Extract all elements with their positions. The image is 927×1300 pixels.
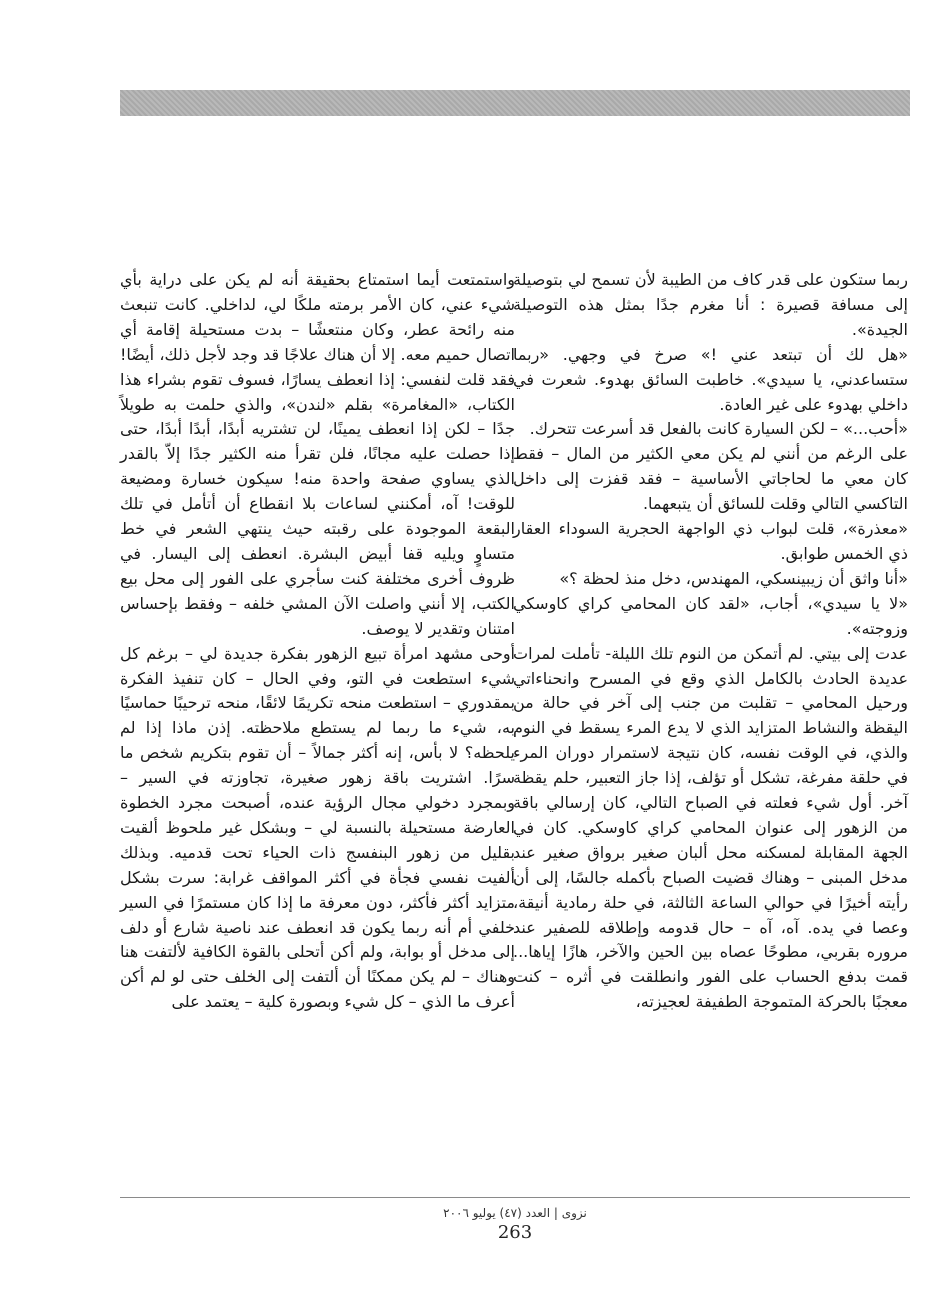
paragraph: أوحى مشهد امرأة تبيع الزهور بفكرة جديدة لي – برغم كل شيء استطعت في التو، وفي الحال – كان تنفيذ الفكرة بمقدوري – استطعت منحه تكريمًا لائقًا، منحه ترحيبًا حماسيًا به، شيء ما ربما لم يستطع ملاحظته. إذن ماذا إذا لم يلحظه؟ لا بأس، إنه أكثر جمالاً – أن تقوم بتكريم شخص ما سرًا. اشتريت باقة زهور صغيرة، تجاوزته في السير – وبمجرد دخولي مجال الرؤية عنده، أصبحت مجرد الخطوة العارضة مستحيلة بالنسبة لي – وبشكل غير ملحوظ ألقيت بقليل من زهور البنفسج ذات الحياء تحت قدميه. وبذلك ألفيت نفسي فجأة في أكثر المواقف غرابة: سرت بشكل متزايد أكثر فأكثر، دون معرفة ما إذا كان مستمرًا في السير خلفي أم أنه ربما يكون قد انعطف عند ناصية شارع أو دلف إلى مدخل أو بوابة، ولم أكن أتحلى بالقوة الكافية لألتفت هنا وهناك – لم يكن ممكنًا أن ألتفت إلى الخلف حتى لو لم أكن أعرف ما الذي – كل شيء وبصورة كلية – يعتمد على <box>120 643 515 1012</box>
paragraph: «معذرة»، قلت لبواب ذي الواجهة الحجرية السوداء العقار ذي الخمس طوابق. <box>513 519 908 563</box>
page-number: 263 <box>497 1222 533 1243</box>
paragraph: واستمتعت أيما استمتاع بحقيقة أنه لم يكن على دراية بأي شيء عني، كان الأمر برمته ملكًا لي، لداخلي. كانت تنبعث منه رائحة عطر، وكان منتعشًا – بدت مستحيلة إقامة أي اتصال حميم معه. إلا أن هناك علاجًا قد وجد لأجل ذلك، أيضًا! فقد قلت لنفسي: إذا انعطف يسارًا، فسوف تقوم بشراء هذا الكتاب، «المغامرة» بقلم «لندن»، والذي حلمت به طويلاً جدًا – لكن إذا انعطف يمينًا، لن تشتريه أبدًا، أبدًا أبدًا، حتى إذا حصلت عليه مجانًا، فلن تقرأ منه الكثير جدًا إلاّ بالقدر الذي يساوي صفحة واحدة منه! سيكون خسارة ومضيعة للوقت! آه، أمكنني لساعات بلا انقطاع أن أتأمل في تلك البقعة الموجودة على رقبته حيث ينتهي الشعر في خط متساوٍ ويليه قفا أبيض البشرة. انعطف إلى اليسار. في ظروف أخرى مختلفة كنت سأجري على الفور إلى محل بيع الكتب، إلا أنني واصلت الآن المشي خلفه – وفقط بإحساس امتنان وتقدير لا يوصف. <box>120 270 515 638</box>
paragraph: «أنا واثق أن زيبينسكي، المهندس، دخل منذ لحظة ؟» <box>559 568 908 588</box>
footer-rule <box>120 1197 910 1198</box>
paragraph: «هل لك أن تبتعد عني !» صرخ في وجهي. «ربما ستساعدني، يا سيدي». خاطبت السائق بهدوء. شعرت في داخلي بهدوء على غير العادة. <box>513 344 908 414</box>
paragraph: ربما ستكون على قدر كاف من الطيبة لأن تسمح لي بتوصيلة إلى مسافة قصيرة : أنا مغرم جدًا بمثل هذه التوصيلة الجيدة». <box>513 270 908 339</box>
text-column-right <box>513 268 908 1015</box>
text-column-left <box>120 268 515 1015</box>
header-band <box>120 90 910 116</box>
paragraph: عدت إلى بيتي. لم أتمكن من النوم تلك الليلة- تأملت لمرات عديدة الحادث بالكامل الذي وقع في المسرح وانحناءاتي ورحيل المحامي – تقلبت من جنب إلى آخر في حالة من اليقظة والنشاط المتزايد الذي لا يدع المرء يسقط في النوم والذي، في الوقت نفسه، كان نتيجة لاستمرار دوران المرء في حلقة مفرغة، تشكل أو تؤلف، إذا جاز التعبير، حلم يقظة آخر. أول شيء فعلته في الصباح التالي، كان إرسالي باقة من الزهور إلى عنوان المحامي كراي كاوسكي. كان في الجهة المقابلة لمسكنه محل ألبان صغير برواق صغير عند مدخل المبنى – وهناك قضيت الصباح بأكمله جالسًا، إلى أن رأيته أخيرًا في حوالي الساعة الثالثة، في حلة رمادية أنيقة، وعصا في يده. آه، آه – حال قدومه وإطلاقه للصفير عند مروره بقربي، مطوحًا عصاه بين الحين والآخر، هازًا إياها... قمت بدفع الحساب على الفور وانطلقت في أثره – كنت معجبًا بالحركة المتموجة الطفيفة لعجيزته، <box>513 643 908 1012</box>
paragraph: «أحب...» – لكن السيارة كانت بالفعل قد أسرعت تتحرك. <box>529 419 908 439</box>
paragraph: «لا يا سيدي»، أجاب، «لقد كان المحامي كراي كاوسكي وزوجته». <box>513 593 908 638</box>
footer-issue-line: نزوى | العدد (٤٧) يوليو ٢٠٠٦ <box>443 1206 587 1220</box>
paragraph: على الرغم من أنني لم يكن معي الكثير من المال – فقط كان معي ما لحاجاتي الأساسية – فقد قفزت إلى داخل التاكسي التالي وقلت للسائق أن يتبعهما. <box>513 444 908 514</box>
